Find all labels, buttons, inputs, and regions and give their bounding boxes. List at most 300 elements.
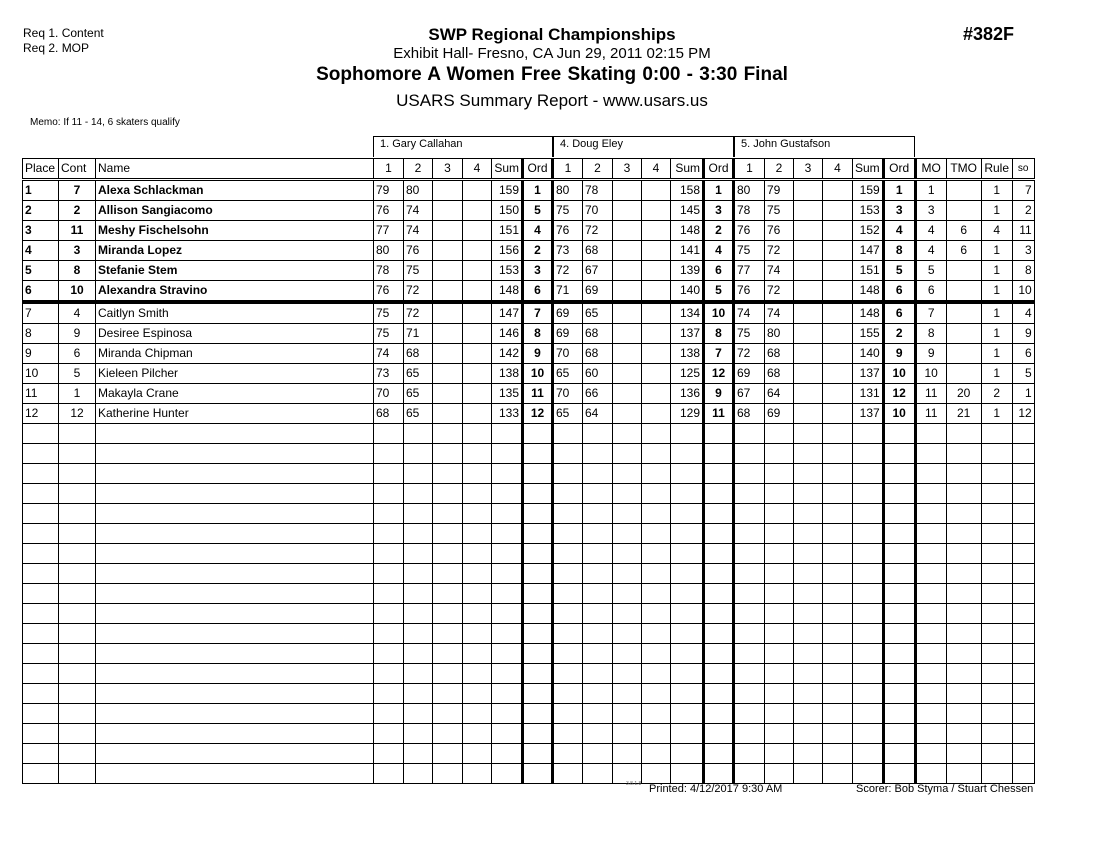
skater-name xyxy=(96,584,374,604)
sum-cell xyxy=(492,764,523,784)
score-cell xyxy=(794,504,823,524)
score-cell xyxy=(463,604,492,624)
sum-cell: 148 xyxy=(671,221,704,241)
score-cell xyxy=(433,424,463,444)
score-cell: 80 xyxy=(553,180,583,201)
score-cell xyxy=(794,404,823,424)
sum-cell: 125 xyxy=(671,364,704,384)
score-cell: 69 xyxy=(553,302,583,324)
score-cell xyxy=(642,484,671,504)
rule-cell xyxy=(981,444,1012,464)
score-cell xyxy=(613,724,642,744)
score-cell xyxy=(583,584,613,604)
sum-cell xyxy=(853,624,884,644)
sum-cell xyxy=(853,424,884,444)
score-cell xyxy=(583,744,613,764)
place-cell xyxy=(23,484,59,504)
score-cell xyxy=(823,201,853,221)
score-cell xyxy=(642,464,671,484)
score-cell xyxy=(823,324,853,344)
score-cell: 74 xyxy=(765,302,794,324)
score-cell xyxy=(404,484,433,504)
sum-cell: 148 xyxy=(853,281,884,303)
score-cell xyxy=(613,444,642,464)
score-cell: 73 xyxy=(374,364,404,384)
tmo-cell xyxy=(946,444,981,464)
skater-name: Katherine Hunter xyxy=(96,404,374,424)
ordinal-cell: 10 xyxy=(704,302,734,324)
sum-cell: 148 xyxy=(492,281,523,303)
so-cell xyxy=(1012,564,1034,584)
table-row xyxy=(23,201,1035,221)
sum-cell: 146 xyxy=(492,324,523,344)
score-cell xyxy=(823,464,853,484)
rule-cell: 1 xyxy=(981,324,1012,344)
score-cell xyxy=(823,704,853,724)
rule-cell xyxy=(981,484,1012,504)
rule-cell xyxy=(981,544,1012,564)
score-cell xyxy=(794,180,823,201)
ordinal-cell xyxy=(523,564,553,584)
score-cell xyxy=(642,624,671,644)
score-cell xyxy=(433,302,463,324)
ordinal-cell: 8 xyxy=(883,241,915,261)
score-cell xyxy=(553,444,583,464)
sum-cell: 147 xyxy=(492,302,523,324)
ordinal-cell xyxy=(523,504,553,524)
sum-cell: 156 xyxy=(492,241,523,261)
table-row xyxy=(23,324,1035,344)
score-cell xyxy=(374,764,404,784)
score-cell xyxy=(642,564,671,584)
score-cell xyxy=(433,564,463,584)
sum-cell: 150 xyxy=(492,201,523,221)
score-cell: 73 xyxy=(553,241,583,261)
sum-cell xyxy=(853,764,884,784)
mo-cell xyxy=(915,664,946,684)
ordinal-cell xyxy=(523,424,553,444)
cont-cell: 4 xyxy=(59,302,96,324)
score-cell xyxy=(794,444,823,464)
score-cell xyxy=(374,484,404,504)
score-cell xyxy=(823,744,853,764)
sum-cell xyxy=(671,464,704,484)
score-cell xyxy=(823,644,853,664)
score-cell xyxy=(613,684,642,704)
place-cell xyxy=(23,624,59,644)
score-cell xyxy=(642,584,671,604)
score-cell: 77 xyxy=(734,261,765,281)
score-cell: 80 xyxy=(765,324,794,344)
score-cell xyxy=(613,221,642,241)
score-cell xyxy=(734,624,765,644)
ordinal-cell: 1 xyxy=(523,180,553,201)
score-cell xyxy=(765,504,794,524)
score-cell xyxy=(823,281,853,303)
sum-cell: 140 xyxy=(853,344,884,364)
skater-name xyxy=(96,504,374,524)
score-cell xyxy=(794,201,823,221)
score-cell xyxy=(823,444,853,464)
score-cell: 68 xyxy=(765,364,794,384)
empty-row xyxy=(23,764,1035,784)
sum-cell: 134 xyxy=(671,302,704,324)
col-judge3-score3: 3 xyxy=(794,159,823,180)
score-cell xyxy=(404,724,433,744)
ordinal-cell: 4 xyxy=(523,221,553,241)
tmo-cell xyxy=(946,484,981,504)
ordinal-cell xyxy=(523,624,553,644)
score-cell xyxy=(765,744,794,764)
score-cell xyxy=(794,302,823,324)
ordinal-cell: 6 xyxy=(883,302,915,324)
so-cell xyxy=(1012,484,1034,504)
score-cell: 72 xyxy=(765,281,794,303)
tmo-cell xyxy=(946,504,981,524)
score-cell xyxy=(613,524,642,544)
score-cell: 76 xyxy=(734,281,765,303)
ordinal-cell: 3 xyxy=(523,261,553,281)
ordinal-cell: 6 xyxy=(704,261,734,281)
ordinal-cell xyxy=(704,644,734,664)
skater-name xyxy=(96,684,374,704)
mo-cell xyxy=(915,524,946,544)
score-cell xyxy=(583,724,613,744)
col-judge1-score3: 3 xyxy=(433,159,463,180)
ordinal-cell xyxy=(704,424,734,444)
score-cell xyxy=(374,584,404,604)
cont-cell: 1 xyxy=(59,384,96,404)
judge-header-3: 5. John Gustafson xyxy=(734,136,915,157)
col-judge1-score2: 2 xyxy=(404,159,433,180)
ordinal-cell xyxy=(523,464,553,484)
score-cell xyxy=(613,324,642,344)
score-cell xyxy=(734,484,765,504)
score-cell: 60 xyxy=(583,364,613,384)
score-cell xyxy=(823,424,853,444)
ordinal-cell xyxy=(883,444,915,464)
sum-cell xyxy=(671,684,704,704)
ordinal-cell: 5 xyxy=(704,281,734,303)
score-cell xyxy=(823,504,853,524)
score-cell xyxy=(583,464,613,484)
score-cell xyxy=(463,684,492,704)
ordinal-cell xyxy=(523,524,553,544)
so-cell: 6 xyxy=(1012,344,1034,364)
score-cell xyxy=(553,604,583,624)
col-judge2-score2: 2 xyxy=(583,159,613,180)
mo-cell xyxy=(915,604,946,624)
skater-name xyxy=(96,544,374,564)
score-cell: 72 xyxy=(765,241,794,261)
tmo-cell xyxy=(946,261,981,281)
score-cell xyxy=(613,201,642,221)
score-cell xyxy=(794,644,823,664)
sum-cell xyxy=(853,584,884,604)
score-cell xyxy=(613,484,642,504)
tmo-cell xyxy=(946,664,981,684)
cont-cell: 11 xyxy=(59,221,96,241)
tmo-cell xyxy=(946,324,981,344)
score-cell xyxy=(583,604,613,624)
col-judge3-score2: 2 xyxy=(765,159,794,180)
score-cell xyxy=(463,664,492,684)
score-cell xyxy=(734,704,765,724)
so-cell xyxy=(1012,584,1034,604)
sum-cell xyxy=(492,664,523,684)
rule-cell xyxy=(981,604,1012,624)
mo-cell: 10 xyxy=(915,364,946,384)
tmo-cell xyxy=(946,424,981,444)
score-cell xyxy=(404,704,433,724)
skater-name xyxy=(96,764,374,784)
mo-cell xyxy=(915,584,946,604)
score-cell xyxy=(433,241,463,261)
score-cell xyxy=(765,444,794,464)
score-cell xyxy=(433,664,463,684)
ordinal-cell xyxy=(523,764,553,784)
sum-cell: 136 xyxy=(671,384,704,404)
ordinal-cell: 10 xyxy=(883,364,915,384)
score-cell xyxy=(613,584,642,604)
score-cell xyxy=(734,464,765,484)
so-cell: 5 xyxy=(1012,364,1034,384)
score-cell xyxy=(642,604,671,624)
sum-cell xyxy=(671,764,704,784)
skater-name: Miranda Chipman xyxy=(96,344,374,364)
score-cell xyxy=(433,484,463,504)
score-cell xyxy=(794,744,823,764)
rule-cell xyxy=(981,624,1012,644)
score-cell: 64 xyxy=(765,384,794,404)
score-cell xyxy=(583,444,613,464)
so-cell xyxy=(1012,684,1034,704)
rule-cell xyxy=(981,684,1012,704)
score-cell xyxy=(463,724,492,744)
score-cell xyxy=(642,544,671,564)
cont-cell xyxy=(59,484,96,504)
score-cell xyxy=(553,564,583,584)
sum-cell xyxy=(671,724,704,744)
sum-cell xyxy=(671,504,704,524)
score-cell xyxy=(823,664,853,684)
mo-cell xyxy=(915,424,946,444)
col-judge3-ord: Ord xyxy=(883,159,915,180)
so-cell xyxy=(1012,644,1034,664)
score-cell xyxy=(642,504,671,524)
ordinal-cell xyxy=(523,604,553,624)
tmo-cell xyxy=(946,302,981,324)
ordinal-cell: 7 xyxy=(704,344,734,364)
score-cell: 75 xyxy=(765,201,794,221)
requirement-1: Req 1. Content xyxy=(23,26,104,40)
cont-cell: 12 xyxy=(59,404,96,424)
score-cell xyxy=(794,364,823,384)
sum-cell xyxy=(671,584,704,604)
ordinal-cell xyxy=(523,664,553,684)
score-cell: 76 xyxy=(765,221,794,241)
tmo-cell xyxy=(946,201,981,221)
ordinal-cell xyxy=(883,504,915,524)
cont-cell: 10 xyxy=(59,281,96,303)
score-cell: 68 xyxy=(404,344,433,364)
skater-name xyxy=(96,464,374,484)
col-name: Name xyxy=(96,159,374,180)
score-cell xyxy=(433,584,463,604)
so-cell: 2 xyxy=(1012,201,1034,221)
score-cell xyxy=(642,404,671,424)
score-cell xyxy=(553,504,583,524)
score-cell xyxy=(583,684,613,704)
ordinal-cell xyxy=(883,684,915,704)
so-cell xyxy=(1012,724,1034,744)
sum-cell xyxy=(492,504,523,524)
cont-cell xyxy=(59,564,96,584)
score-cell xyxy=(734,504,765,524)
score-cell: 78 xyxy=(374,261,404,281)
tmo-cell: 6 xyxy=(946,221,981,241)
cont-cell xyxy=(59,684,96,704)
score-cell xyxy=(613,604,642,624)
score-cell xyxy=(433,684,463,704)
mo-cell xyxy=(915,764,946,784)
ordinal-cell: 2 xyxy=(704,221,734,241)
skater-name xyxy=(96,604,374,624)
sum-cell xyxy=(853,524,884,544)
cont-cell: 8 xyxy=(59,261,96,281)
score-cell xyxy=(642,424,671,444)
place-cell: 6 xyxy=(23,281,59,303)
score-cell xyxy=(642,180,671,201)
ordinal-cell xyxy=(883,524,915,544)
ordinal-cell xyxy=(883,744,915,764)
score-cell: 65 xyxy=(553,404,583,424)
rule-cell xyxy=(981,724,1012,744)
score-cell xyxy=(404,584,433,604)
so-cell xyxy=(1012,664,1034,684)
score-cell xyxy=(642,344,671,364)
mo-cell: 7 xyxy=(915,302,946,324)
tmo-cell xyxy=(946,180,981,201)
score-cell xyxy=(642,364,671,384)
ordinal-cell: 2 xyxy=(523,241,553,261)
score-cell: 76 xyxy=(553,221,583,241)
empty-row xyxy=(23,604,1035,624)
score-cell xyxy=(463,584,492,604)
ordinal-cell xyxy=(704,544,734,564)
sum-cell xyxy=(492,524,523,544)
score-cell xyxy=(404,664,433,684)
place-cell: 3 xyxy=(23,221,59,241)
score-cell: 69 xyxy=(765,404,794,424)
tmo-cell xyxy=(946,704,981,724)
cont-cell xyxy=(59,504,96,524)
sum-cell: 133 xyxy=(492,404,523,424)
score-cell xyxy=(374,604,404,624)
empty-row xyxy=(23,724,1035,744)
score-cell xyxy=(734,544,765,564)
rule-cell: 1 xyxy=(981,281,1012,303)
tmo-cell xyxy=(946,544,981,564)
score-cell xyxy=(642,384,671,404)
skater-name xyxy=(96,724,374,744)
score-cell xyxy=(794,221,823,241)
mo-cell xyxy=(915,624,946,644)
cont-cell: 7 xyxy=(59,180,96,201)
sum-cell xyxy=(671,624,704,644)
score-cell xyxy=(794,241,823,261)
table-row xyxy=(23,180,1035,201)
score-cell xyxy=(553,584,583,604)
so-cell: 4 xyxy=(1012,302,1034,324)
skater-name xyxy=(96,424,374,444)
score-cell: 75 xyxy=(404,261,433,281)
place-cell: 7 xyxy=(23,302,59,324)
mo-cell xyxy=(915,504,946,524)
score-cell xyxy=(553,424,583,444)
ordinal-cell xyxy=(704,584,734,604)
score-cell xyxy=(463,261,492,281)
tmo-cell xyxy=(946,684,981,704)
table-header xyxy=(23,159,1035,180)
sum-cell: 148 xyxy=(853,302,884,324)
sum-cell xyxy=(492,704,523,724)
ordinal-cell xyxy=(883,424,915,444)
rule-cell xyxy=(981,764,1012,784)
place-cell xyxy=(23,444,59,464)
score-cell: 78 xyxy=(583,180,613,201)
tmo-cell xyxy=(946,624,981,644)
cont-cell: 5 xyxy=(59,364,96,384)
col-rule: Rule xyxy=(981,159,1012,180)
so-cell: 10 xyxy=(1012,281,1034,303)
score-cell xyxy=(553,764,583,784)
scorer-names: Scorer: Bob Styma / Stuart Chessen xyxy=(856,783,1034,795)
score-cell xyxy=(583,424,613,444)
score-cell: 68 xyxy=(734,404,765,424)
so-cell: 1 xyxy=(1012,384,1034,404)
score-cell xyxy=(765,644,794,664)
col-cont: Cont xyxy=(59,159,96,180)
col-judge2-sum: Sum xyxy=(671,159,704,180)
score-cell xyxy=(463,564,492,584)
skater-name xyxy=(96,644,374,664)
score-cell xyxy=(765,664,794,684)
score-cell xyxy=(583,504,613,524)
sum-cell: 137 xyxy=(671,324,704,344)
report-title: USARS Summary Report - www.usars.us xyxy=(396,91,708,110)
score-cell xyxy=(583,764,613,784)
col-judge1-score1: 1 xyxy=(374,159,404,180)
so-cell xyxy=(1012,604,1034,624)
sum-cell xyxy=(671,524,704,544)
score-cell: 75 xyxy=(374,302,404,324)
score-cell xyxy=(433,524,463,544)
score-cell xyxy=(823,564,853,584)
results-table xyxy=(22,158,1035,784)
sum-cell xyxy=(671,424,704,444)
score-cell: 70 xyxy=(553,384,583,404)
mo-cell xyxy=(915,644,946,664)
score-cell xyxy=(433,724,463,744)
score-cell xyxy=(463,324,492,344)
score-cell xyxy=(642,241,671,261)
ordinal-cell xyxy=(704,764,734,784)
score-cell xyxy=(463,384,492,404)
score-cell xyxy=(734,764,765,784)
sum-cell: 131 xyxy=(853,384,884,404)
skater-name xyxy=(96,704,374,724)
